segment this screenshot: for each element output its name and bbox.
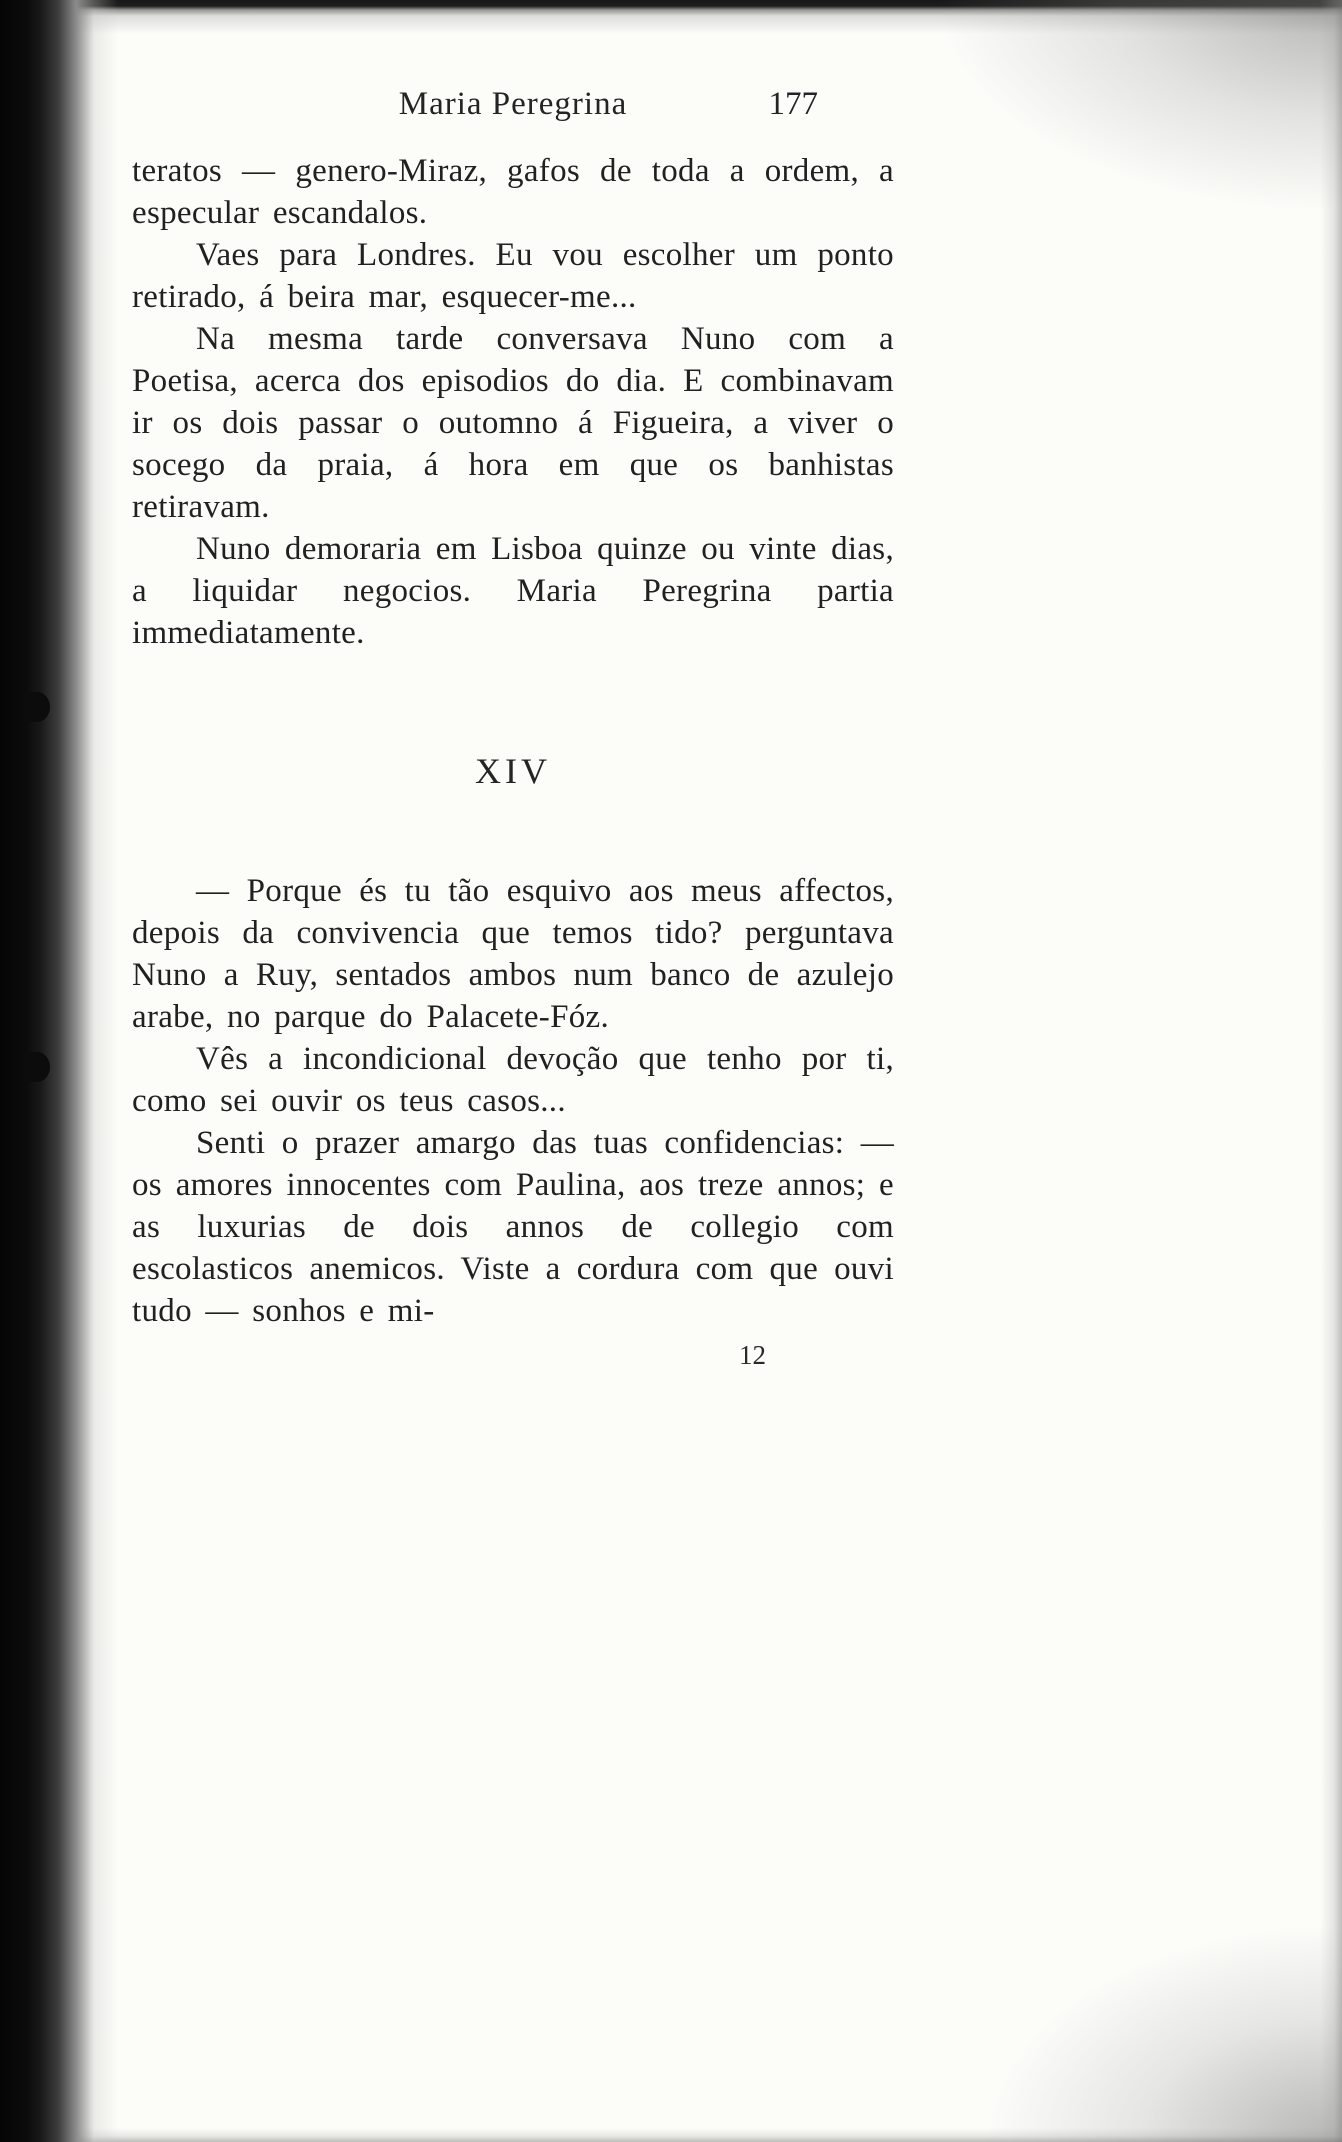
chapter-heading: XIV	[475, 751, 551, 791]
paragraph: Nuno demoraria em Lisboa quinze ou vinte dias, a liquidar negocios. Maria Peregrina partia immediatamente.	[132, 531, 894, 651]
printer-signature-mark: 12	[739, 1340, 766, 1370]
book-binding-shadow	[0, 0, 118, 2142]
paragraph: Na mesma tarde conversava Nuno com a Poetisa, acerca dos episodios do dia. E combinavam ir os dois passar o outomno á Figueira, a viver o socego da praia, á hora em que os banhistas retiravam.	[132, 321, 894, 525]
paragraph: — Porque és tu tão esquivo aos meus affectos, depois da convivencia que temos tido? perguntava Nuno a Ruy, sentados ambos num banco de azulejo arabe, no parque do Palacete-Fóz.	[132, 873, 894, 1035]
page-header	[132, 86, 894, 130]
scan-artifact	[24, 692, 50, 722]
paragraph: Senti o prazer amargo das tuas confidencias: — os amores innocentes com Paulina, aos treze annos; e as luxurias de dois annos de collegio com escolasticos anemicos. Viste a cordura com que ouvi tudo — sonhos e mi-	[132, 1125, 894, 1329]
scan-edge-right	[1320, 0, 1342, 2142]
scan-shadow-top-right	[922, 0, 1342, 220]
paragraph: Vês a incondicional devoção que tenho por ti, como sei ouvir os teus casos...	[132, 1041, 894, 1119]
scan-artifact	[24, 1052, 50, 1082]
scan-edge-top	[0, 0, 1342, 34]
paragraph: Vaes para Londres. Eu vou escolher um ponto retirado, á beira mar, esquecer-me...	[132, 237, 894, 315]
scan-edge-bottom	[0, 2128, 1342, 2142]
paragraph-continuation: teratos — genero-Miraz, gafos de toda a ordem, a especular escandalos.	[132, 153, 894, 231]
page-number: 177	[768, 86, 818, 122]
text-column	[132, 150, 894, 1371]
scan-shadow-bottom-right	[982, 1922, 1342, 2142]
running-title: Maria Peregrina	[398, 86, 628, 122]
